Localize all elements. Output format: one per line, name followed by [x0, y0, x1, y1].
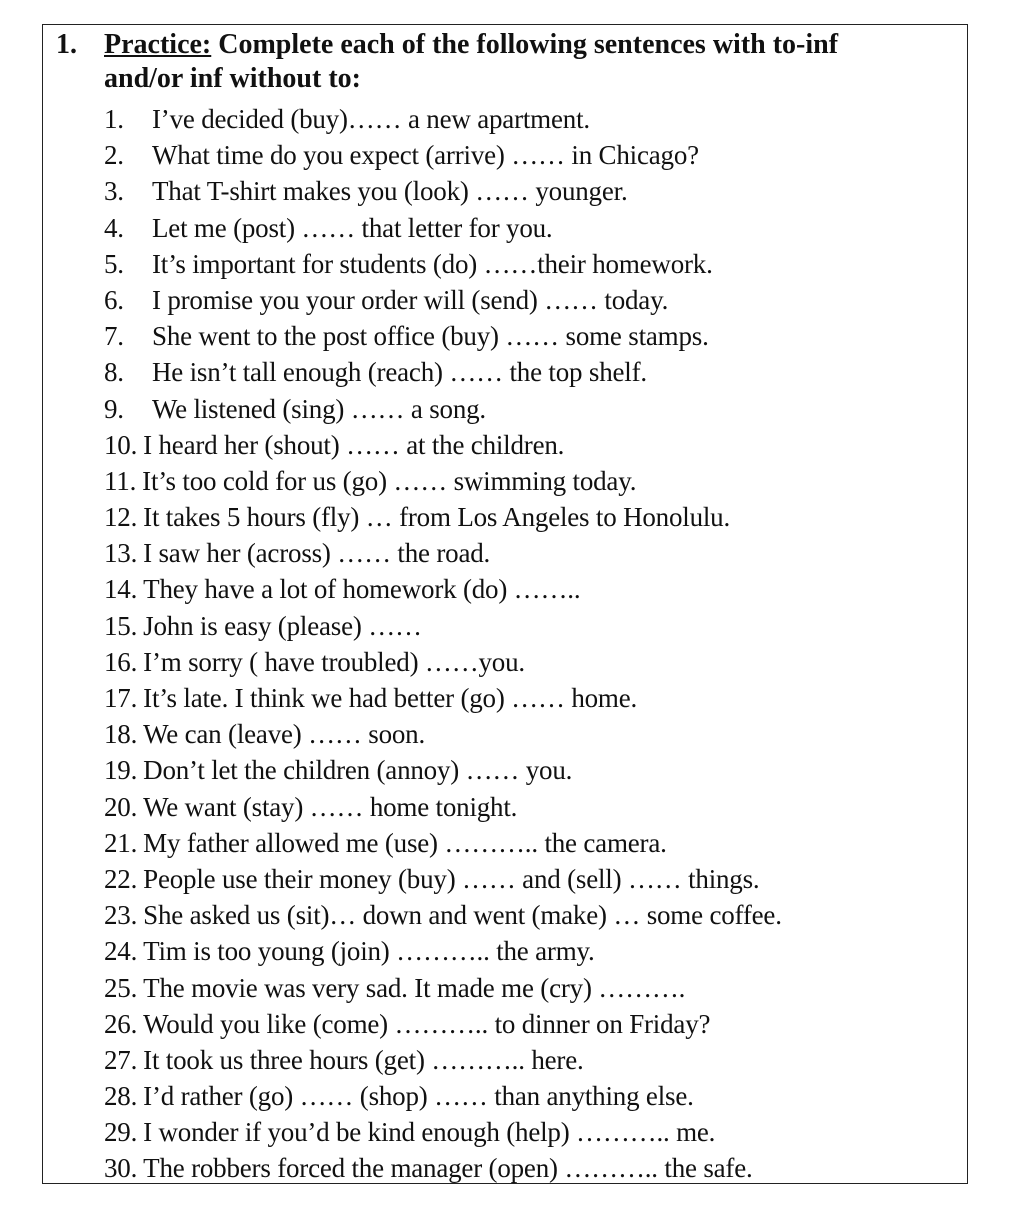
item-sentence: I’ve decided (buy)…… a new apartment. [152, 104, 590, 134]
item-number: 10. [104, 429, 138, 460]
list-item [104, 282, 782, 318]
item-sentence: Tim is too young (join) ……….. the army. [143, 936, 595, 967]
item-sentence: People use their money (buy) …… and (sell) …… things. [143, 863, 760, 894]
item-number: 24. [104, 936, 138, 967]
exercise-items [104, 101, 782, 1187]
exercise-number: 1. [56, 29, 77, 60]
item-number: 1. [104, 104, 124, 134]
heading-line-1 [56, 28, 956, 62]
item-number: 5. [104, 248, 124, 279]
item-sentence: It takes 5 hours (fly) … from Los Angeles to Honolulu. [143, 502, 731, 533]
list-item [104, 246, 782, 282]
item-number: 21. [104, 827, 138, 858]
list-item [104, 210, 782, 246]
item-sentence: Don’t let the children (annoy) …… you. [143, 755, 573, 786]
item-sentence: What time do you expect (arrive) …… in Chicago? [152, 140, 699, 171]
list-item [104, 571, 782, 607]
list-item [104, 789, 782, 825]
item-sentence: He isn’t tall enough (reach) …… the top shelf. [152, 357, 647, 388]
list-item [104, 861, 782, 897]
item-sentence: We listened (sing) …… a song. [152, 393, 486, 424]
item-number: 22. [104, 863, 138, 894]
item-number: 6. [104, 284, 124, 315]
list-item [104, 933, 782, 969]
list-item [104, 1006, 782, 1042]
list-item [104, 825, 782, 861]
item-sentence: It took us three hours (get) ……….. here. [143, 1044, 584, 1075]
item-number: 11. [104, 465, 137, 496]
list-item [104, 499, 782, 535]
list-item [104, 1150, 782, 1186]
list-item [104, 1114, 782, 1150]
item-number: 14. [104, 574, 138, 605]
list-item [104, 427, 782, 463]
item-sentence: I’m sorry ( have troubled) ……you. [143, 646, 525, 677]
list-item [104, 101, 782, 137]
list-item [104, 463, 782, 499]
item-number: 29. [104, 1117, 138, 1148]
list-item [104, 173, 782, 209]
item-sentence: John is easy (please) …… [143, 610, 422, 641]
list-item [104, 318, 782, 354]
list-item [104, 1042, 782, 1078]
item-number: 18. [104, 719, 138, 750]
instruction-text-2: and/or inf without to: [104, 63, 361, 94]
item-number: 25. [104, 972, 138, 1003]
item-number: 8. [104, 357, 124, 388]
item-number: 17. [104, 683, 138, 713]
item-sentence: I heard her (shout) …… at the children. [143, 429, 565, 460]
list-item [104, 644, 782, 680]
item-sentence: We can (leave) …… soon. [143, 719, 426, 750]
item-sentence: She went to the post office (buy) …… some stamps. [152, 321, 709, 352]
item-number: 3. [104, 176, 124, 207]
item-sentence: I promise you your order will (send) …… today. [152, 284, 669, 315]
item-sentence: She asked us (sit)… down and went (make) … some coffee. [143, 900, 782, 931]
item-number: 20. [104, 791, 138, 822]
item-number: 19. [104, 755, 138, 786]
item-sentence: It’s too cold for us (go) …… swimming today. [142, 465, 637, 496]
item-sentence: We want (stay) …… home tonight. [143, 791, 518, 822]
item-number: 26. [104, 1008, 138, 1039]
list-item [104, 137, 782, 173]
item-sentence: They have a lot of homework (do) …….. [143, 574, 581, 605]
item-sentence: Let me (post) …… that letter for you. [152, 212, 553, 243]
item-number: 13. [104, 538, 138, 569]
list-item [104, 391, 782, 427]
item-number: 16. [104, 646, 138, 677]
item-sentence: The movie was very sad. It made me (cry) ………. [143, 972, 686, 1003]
item-number: 27. [104, 1044, 138, 1075]
item-number: 7. [104, 321, 124, 352]
exercise-heading [56, 28, 956, 96]
item-sentence: That T-shirt makes you (look) …… younger. [152, 176, 628, 207]
item-number: 4. [104, 212, 124, 243]
item-sentence: It’s important for students (do) ……their homework. [152, 248, 713, 279]
list-item [104, 354, 782, 390]
practice-label: Practice: [104, 29, 212, 60]
instruction-text-1: Complete each of the following sentences with to-inf [211, 29, 839, 60]
list-item [104, 897, 782, 933]
list-item [104, 970, 782, 1006]
list-item [104, 535, 782, 571]
item-sentence: Would you like (come) ……….. to dinner on Friday? [143, 1008, 711, 1039]
list-item [104, 680, 782, 716]
item-number: 23. [104, 900, 138, 931]
item-number: 30. [104, 1153, 138, 1184]
item-number: 9. [104, 393, 124, 424]
item-number: 12. [104, 502, 138, 533]
item-number: 2. [104, 140, 124, 171]
item-sentence: It’s late. I think we had better (go) …… home. [143, 683, 638, 713]
item-number: 15. [104, 610, 138, 641]
item-sentence: I’d rather (go) …… (shop) …… than anything else. [143, 1081, 694, 1112]
item-sentence: The robbers forced the manager (open) ……….. the safe. [143, 1153, 753, 1184]
item-number: 28. [104, 1081, 138, 1112]
list-item [104, 1078, 782, 1114]
list-item [104, 716, 782, 752]
item-sentence: I saw her (across) …… the road. [143, 538, 491, 569]
item-sentence: My father allowed me (use) ……….. the camera. [143, 827, 667, 858]
list-item [104, 752, 782, 788]
item-sentence: I wonder if you’d be kind enough (help) ……….. me. [143, 1117, 716, 1148]
list-item [104, 608, 782, 644]
